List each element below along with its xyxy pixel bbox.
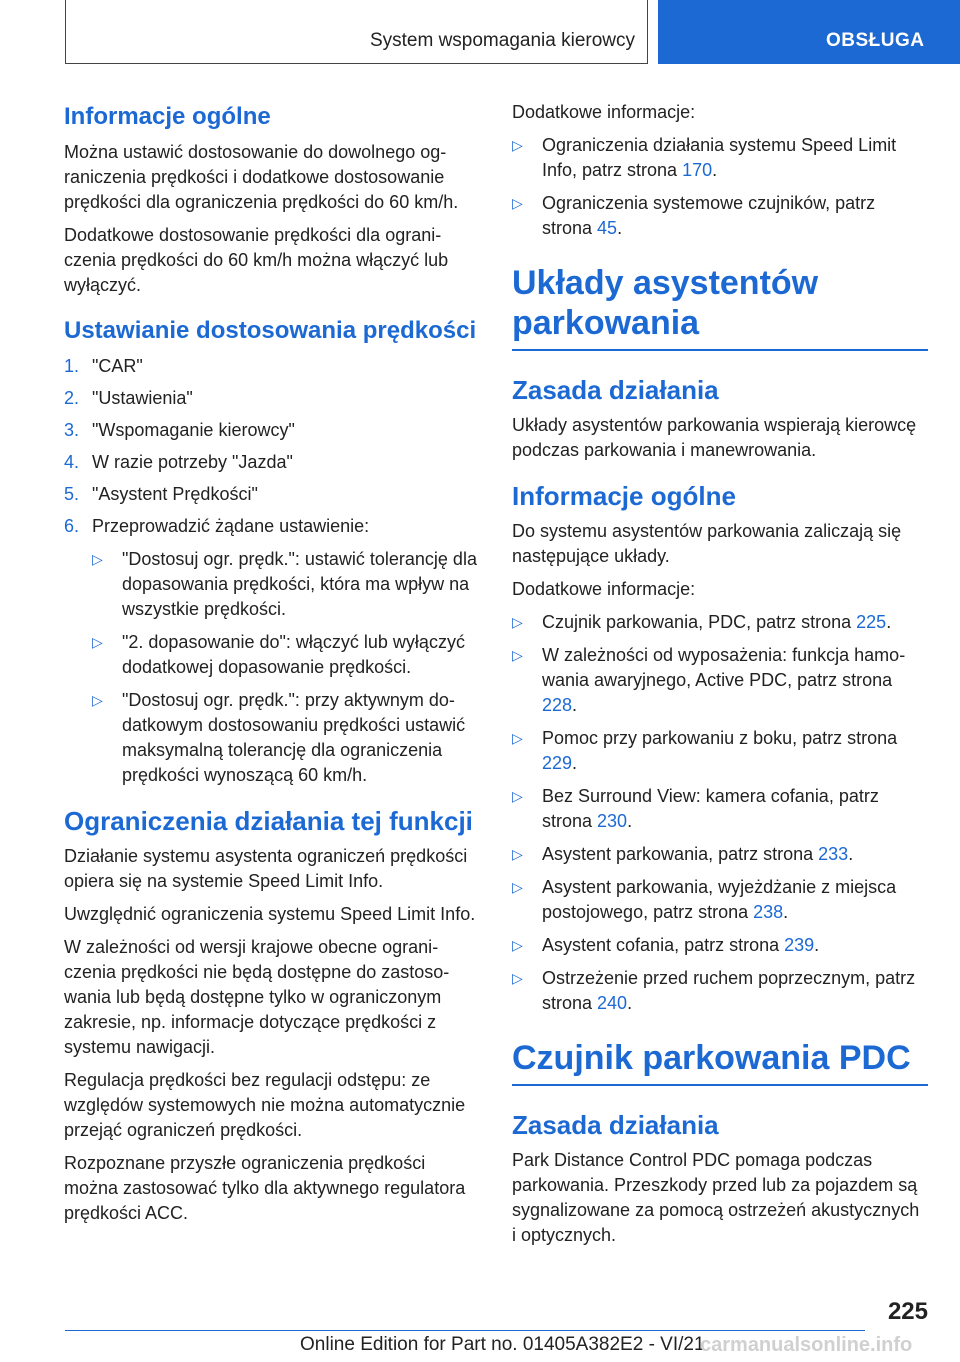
bullet-end: .	[627, 993, 633, 1013]
sub-list	[92, 547, 480, 788]
paragraph: Układy asystentów parkowania wspierają kierowcę podczas parkowania i manewrowania.	[512, 415, 917, 460]
heading-informacje-ogolne-2: Informacje ogólne	[512, 481, 736, 511]
header-frame	[65, 0, 648, 64]
bullet-text: Bez Surround View: kamera cofania, patrz strona	[542, 786, 879, 831]
bullet-text: Asystent parkowania, wyjeżdżanie z miejsca postojowego, patrz strona	[542, 877, 897, 922]
triangle-bullet-icon: ▷	[92, 551, 103, 567]
triangle-bullet-icon: ▷	[512, 195, 523, 211]
page-link[interactable]: 228	[542, 695, 573, 715]
paragraph: Park Distance Control PDC pomaga podczas parkowania. Przeszkody przed lub za pojazdem są sygnalizowane za pomocą ostrzeżeń akustycznych i optycznych.	[512, 1150, 920, 1245]
paragraph: W zależności od wersji krajowe obecne ograniczenia prędkości nie będą dostępne do zastosowania lub będą dostępne tylko w ograniczonym zakresie, np. informacje dotyczące prędkości z systemu nawigacji.	[64, 937, 450, 1057]
step-number: 3.	[64, 420, 80, 440]
heading-informacje-ogolne: Informacje ogólne	[64, 103, 271, 130]
sub-item-text: "2. dopasowanie do": włączyć lub wyłączyć dodatkowej dopasowanie prędkości.	[122, 632, 465, 677]
triangle-bullet-icon: ▷	[512, 647, 523, 663]
bullet-list-2	[512, 610, 928, 1016]
bullet-end: .	[617, 218, 623, 238]
step-item	[64, 354, 480, 379]
footer-divider	[65, 1330, 865, 1331]
paragraph: Dodatkowe informacje:	[512, 102, 696, 122]
triangle-bullet-icon: ▷	[92, 692, 103, 708]
paragraph: Działanie systemu asystenta ograniczeń prędkości opiera się na systemie Speed Limit Info.	[64, 846, 468, 891]
bullet-end: .	[712, 160, 718, 180]
bullet-item	[512, 966, 928, 1016]
bullet-text: Ograniczenia działania systemu Speed Limit Info, patrz strona	[542, 135, 897, 180]
paragraph: Dodatkowe dostosowanie prędkości dla ograniczenia prędkości do 60 km/h można włączyć lub wyłączyć.	[64, 225, 449, 295]
bullet-item	[512, 875, 928, 925]
step-item	[64, 450, 480, 475]
bullet-end: .	[627, 811, 633, 831]
bullet-item	[512, 643, 928, 718]
heading-ograniczenia: Ograniczenia działania tej funkcji	[64, 806, 473, 836]
steps-list	[64, 354, 480, 788]
bullet-text: Pomoc przy parkowaniu z boku, patrz strona	[542, 728, 898, 748]
triangle-bullet-icon: ▷	[512, 788, 523, 804]
heading-zasada-dzialania: Zasada działania	[512, 375, 719, 405]
heading-uklady-asystentow: Układy asystentów parkowania	[512, 263, 928, 351]
bullet-text: Asystent parkowania, patrz strona	[542, 844, 819, 864]
step-item	[64, 482, 480, 507]
step-text: "Asystent Prędkości"	[92, 484, 258, 504]
sub-item	[92, 547, 480, 622]
sub-item	[92, 630, 480, 680]
step-item	[64, 386, 480, 411]
step-number: 2.	[64, 388, 80, 408]
step-text: Przeprowadzić żądane ustawienie:	[92, 516, 370, 536]
header-title: System wspomagania kierowcy	[369, 30, 635, 51]
page-link[interactable]: 170	[682, 160, 713, 180]
page-link[interactable]: 238	[753, 902, 784, 922]
step-number: 5.	[64, 484, 80, 504]
paragraph: Można ustawić dostosowanie do dowolnego ograniczenia prędkości i dodatkowe dostosowanie prędkości dla ograniczenia prędkości do 60 km/h.	[64, 142, 459, 212]
bullet-item	[512, 726, 928, 776]
bullet-end: .	[814, 935, 820, 955]
bullet-item	[512, 133, 928, 183]
watermark: carmanualsonline.info	[700, 1334, 913, 1356]
paragraph: Do systemu asystentów parkowania zaliczają się następujące układy.	[512, 521, 902, 566]
bullet-text: W zależności od wyposażenia: funkcja hamowania awaryjnego, Active PDC, patrz strona	[542, 645, 906, 690]
step-item	[64, 514, 480, 788]
paragraph: Regulacja prędkości bez regulacji odstępu: ze względów systemowych nie można automatycznie przejąć ograniczeń prędkości.	[64, 1070, 466, 1140]
bullet-text: Asystent cofania, patrz strona	[542, 935, 785, 955]
paragraph: Dodatkowe informacje:	[512, 579, 696, 599]
triangle-bullet-icon: ▷	[512, 614, 523, 630]
paragraph: Rozpoznane przyszłe ograniczenia prędkości można zastosować tylko dla aktywnego regulatora prędkości ACC.	[64, 1153, 466, 1223]
footer-edition: Online Edition for Part no. 01405A382E2 - VI/21	[300, 1334, 705, 1355]
step-text: "CAR"	[92, 356, 143, 376]
step-text: "Wspomaganie kierowcy"	[92, 420, 295, 440]
bullet-item	[512, 191, 928, 241]
page-link[interactable]: 240	[597, 993, 628, 1013]
sub-item	[92, 688, 480, 788]
bullet-text: Ograniczenia systemowe czujników, patrz strona	[542, 193, 876, 238]
triangle-bullet-icon: ▷	[512, 137, 523, 153]
page-link[interactable]: 230	[597, 811, 628, 831]
heading-czujnik-parkowania: Czujnik parkowania PDC	[512, 1038, 928, 1086]
bullet-end: .	[572, 753, 578, 773]
bullet-end: .	[848, 844, 854, 864]
triangle-bullet-icon: ▷	[512, 730, 523, 746]
bullet-item	[512, 610, 928, 635]
page-link[interactable]: 239	[784, 935, 815, 955]
step-text: W razie potrzeby "Jazda"	[92, 452, 293, 472]
bullet-list-1	[512, 133, 928, 241]
step-text: "Ustawienia"	[92, 388, 193, 408]
bullet-text: Ostrzeżenie przed ruchem poprzecznym, patrz strona	[542, 968, 916, 1013]
heading-zasada-dzialania-2: Zasada działania	[512, 1110, 719, 1140]
page-link[interactable]: 233	[818, 844, 849, 864]
right-column	[512, 100, 928, 1256]
step-item	[64, 418, 480, 443]
bullet-item	[512, 842, 928, 867]
page-number: 225	[887, 1298, 928, 1325]
header-tab: OBSŁUGA	[658, 0, 960, 64]
heading-ustawianie: Ustawianie dostosowania prędkości	[64, 317, 477, 344]
bullet-end: .	[572, 695, 578, 715]
page-link[interactable]: 225	[856, 612, 887, 632]
bullet-item	[512, 784, 928, 834]
triangle-bullet-icon: ▷	[512, 879, 523, 895]
sub-item-text: "Dostosuj ogr. prędk.": ustawić tolerancję dla dopasowania prędkości, która ma wpływ na wszystkie prędkości.	[122, 549, 477, 619]
triangle-bullet-icon: ▷	[512, 970, 523, 986]
left-column	[64, 100, 480, 1234]
page-link[interactable]: 229	[542, 753, 573, 773]
bullet-item	[512, 933, 928, 958]
sub-item-text: "Dostosuj ogr. prędk.": przy aktywnym dodatkowym dostosowaniu prędkości ustawić maksymalną tolerancję dla ograniczenia prędkości wynoszącą 60 km/h.	[122, 690, 466, 785]
triangle-bullet-icon: ▷	[512, 846, 523, 862]
step-number: 4.	[64, 452, 80, 472]
triangle-bullet-icon: ▷	[512, 937, 523, 953]
triangle-bullet-icon: ▷	[92, 634, 103, 650]
step-number: 6.	[64, 516, 80, 536]
paragraph: Uwzględnić ograniczenia systemu Speed Limit Info.	[64, 904, 476, 924]
page-link[interactable]: 45	[597, 218, 618, 238]
bullet-text: Czujnik parkowania, PDC, patrz strona	[542, 612, 857, 632]
bullet-end: .	[783, 902, 789, 922]
bullet-end: .	[886, 612, 892, 632]
step-number: 1.	[64, 356, 80, 376]
